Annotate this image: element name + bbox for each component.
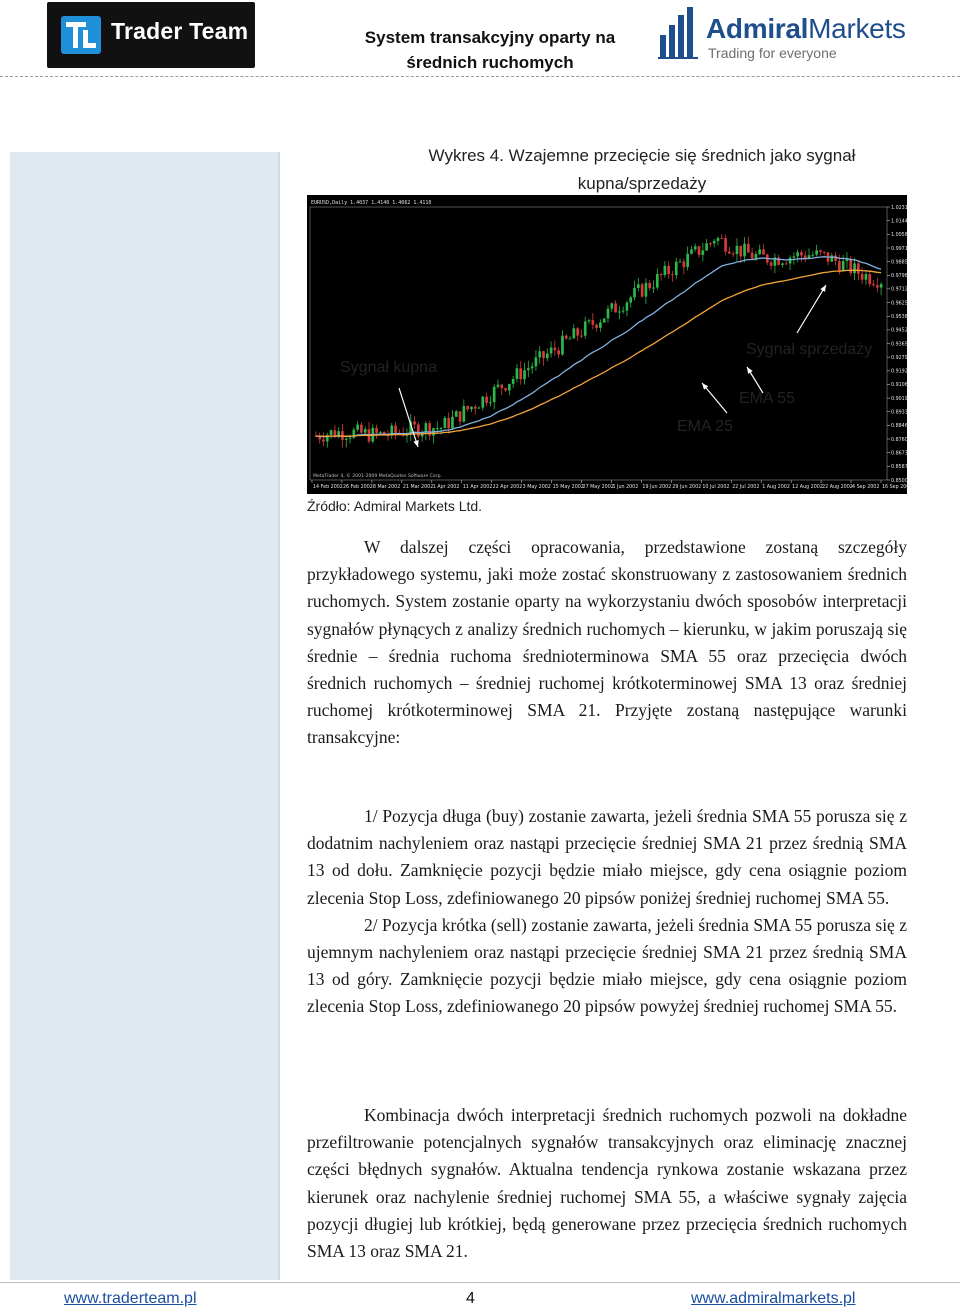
candle-body bbox=[622, 311, 625, 312]
candle-body bbox=[527, 368, 530, 370]
candle-body bbox=[470, 407, 473, 410]
candle-body bbox=[607, 309, 610, 319]
sell-signal-arrow bbox=[797, 285, 826, 333]
candle-body bbox=[865, 274, 868, 280]
admiralmarkets-link[interactable]: www.admiralmarkets.pl bbox=[691, 1290, 856, 1307]
candle-body bbox=[569, 338, 572, 339]
buy-signal-arrow bbox=[399, 388, 418, 447]
candle-body bbox=[637, 284, 640, 288]
intro-paragraph: W dalszej części opracowania, przedstawione zostaną szczegóły przykładowego systemu, jaki może zostać skonstruowany z zastosowaniem średnich ruchomych. System zostanie oparty na wykorzystaniu dwóch sposobów interpretacji sygnałów płynących z analizy średnich ruchomych – kierunku, w jakim poruszają się średnie – średnia ruchoma średnioterminowa SMA 55 oraz przecięcia dwóch średnich ruchomych – średniej ruchomej krótkoterminowej SMA 13 oraz średniej ruchomej krótkoterminowej SMA 21. Przyjęte zostaną następujące warunki transakcyjne: bbox=[307, 537, 907, 748]
ema25-label: EMA 25 bbox=[677, 418, 734, 435]
candle-body bbox=[504, 388, 507, 390]
x-tick-label: 15 May 2002 bbox=[552, 485, 584, 490]
candle-body bbox=[857, 263, 860, 273]
candle-body bbox=[394, 426, 397, 433]
y-tick-label: 0.8846 bbox=[891, 424, 908, 430]
candle-body bbox=[664, 266, 667, 275]
left-sidebar-panel bbox=[10, 152, 280, 1280]
x-tick-label: 27 May 2002 bbox=[582, 485, 614, 490]
candle-body bbox=[861, 274, 864, 280]
x-tick-label: 26 Feb 2002 bbox=[342, 485, 373, 490]
traderteam-link[interactable]: www.traderteam.pl bbox=[64, 1290, 197, 1307]
candle-body bbox=[667, 266, 670, 274]
candle-body bbox=[626, 303, 629, 311]
candle-body bbox=[512, 379, 515, 384]
candle-body bbox=[705, 243, 708, 250]
traderteam-logo-mark-icon bbox=[61, 16, 101, 54]
candle-body bbox=[842, 261, 845, 271]
candle-body bbox=[565, 336, 568, 339]
document-title-line2: średnich ruchomych bbox=[406, 53, 574, 72]
candle-body bbox=[523, 370, 526, 379]
candle-body bbox=[793, 256, 796, 257]
candle-body bbox=[535, 357, 538, 366]
page-footer bbox=[0, 1276, 960, 1314]
candle-body bbox=[811, 255, 814, 256]
candle-body bbox=[660, 274, 663, 275]
admiralmarkets-bars-icon bbox=[658, 5, 702, 61]
figure-source: Źródło: Admiral Markets Ltd. bbox=[307, 498, 483, 514]
rule-buy-paragraph: 1/ Pozycja długa (buy) zostanie zawarta, jeżeli średnia SMA 55 porusza się z dodatnim nachyleniem oraz nastąpi przecięcie średniej SMA 21 przez średnią SMA 13 od dołu. Zamknięcie pozycji będzie miało miejsce, gdy cena osiągnie poziom zlecenia Stop Loss, zdefiniowanego 20 pipsów poniżej średniej ruchomej SMA 55. bbox=[307, 806, 907, 908]
header-divider bbox=[0, 76, 960, 77]
candle-body bbox=[690, 249, 693, 254]
candle-body bbox=[584, 321, 587, 335]
candle-body bbox=[322, 439, 325, 441]
candle-body bbox=[519, 368, 522, 379]
candle-body bbox=[800, 252, 803, 255]
candle-body bbox=[614, 303, 617, 312]
candle-body bbox=[603, 318, 606, 322]
rules-section bbox=[307, 803, 907, 1021]
candle-body bbox=[739, 246, 742, 257]
candle-body bbox=[648, 283, 651, 288]
x-tick-label: 4 Sep 2002 bbox=[852, 485, 880, 490]
y-tick-label: 1.0231 bbox=[891, 205, 908, 211]
candle-body bbox=[629, 297, 632, 302]
x-tick-label: 3 May 2002 bbox=[522, 485, 551, 490]
candle-body bbox=[436, 428, 439, 429]
candle-body bbox=[538, 351, 541, 357]
candle-body bbox=[785, 263, 788, 264]
candle-body bbox=[489, 402, 492, 403]
x-tick-label: 22 Jul 2002 bbox=[732, 485, 760, 490]
x-tick-label: 21 Mar 2002 bbox=[402, 485, 434, 490]
candle-body bbox=[360, 425, 363, 433]
candle-body bbox=[743, 244, 746, 257]
y-tick-label: 0.8673 bbox=[891, 451, 908, 457]
candle-body bbox=[755, 254, 758, 258]
candle-body bbox=[610, 303, 613, 308]
x-tick-label: 1 Apr 2002 bbox=[432, 485, 460, 490]
x-tick-label: 8 Mar 2002 bbox=[372, 485, 401, 490]
candle-body bbox=[645, 283, 648, 297]
candle-body bbox=[698, 246, 701, 255]
candle-body bbox=[478, 408, 481, 409]
candle-body bbox=[641, 284, 644, 296]
y-tick-label: 0.9192 bbox=[891, 369, 908, 375]
candle-body bbox=[720, 238, 723, 239]
candle-body bbox=[561, 336, 564, 355]
admiralmarkets-logo-bold: Admiral bbox=[706, 13, 809, 44]
candle-body bbox=[683, 262, 686, 268]
candle-body bbox=[379, 432, 382, 433]
candle-body bbox=[675, 262, 678, 275]
candle-body bbox=[550, 348, 553, 354]
x-tick-label: 19 Jun 2002 bbox=[642, 485, 672, 490]
candle-body bbox=[679, 262, 682, 263]
candle-body bbox=[463, 406, 466, 422]
x-tick-label: 1 Jun 2002 bbox=[612, 485, 639, 490]
admiralmarkets-tagline: Trading for everyone bbox=[708, 45, 837, 61]
candle-body bbox=[868, 274, 871, 284]
candle-body bbox=[796, 252, 799, 256]
closing-section bbox=[307, 1102, 907, 1262]
candle-body bbox=[481, 397, 484, 408]
candle-body bbox=[876, 285, 879, 287]
x-tick-label: 29 Jun 2002 bbox=[672, 485, 702, 490]
y-tick-label: 1.0144 bbox=[891, 219, 908, 225]
document-title bbox=[330, 25, 650, 75]
candle-body bbox=[497, 385, 500, 387]
ema55-label: EMA 55 bbox=[739, 390, 796, 407]
candle-body bbox=[671, 274, 674, 275]
candle-body bbox=[508, 384, 511, 390]
candle-body bbox=[573, 328, 576, 338]
y-tick-label: 0.9452 bbox=[891, 328, 908, 334]
y-tick-label: 0.9365 bbox=[891, 342, 908, 348]
candle-body bbox=[633, 288, 636, 297]
candle-body bbox=[781, 263, 784, 264]
candle-body bbox=[542, 351, 545, 358]
candle-body bbox=[557, 350, 560, 354]
figure-caption bbox=[412, 142, 872, 198]
candle-body bbox=[546, 354, 549, 359]
y-tick-label: 0.9971 bbox=[891, 246, 908, 252]
x-tick-label: 12 Aug 2002 bbox=[792, 485, 823, 490]
y-tick-label: 0.8933 bbox=[891, 410, 908, 416]
candle-body bbox=[728, 252, 731, 254]
candle-body bbox=[732, 253, 735, 254]
y-tick-label: 0.8500 bbox=[891, 478, 908, 484]
candle-body bbox=[466, 406, 469, 409]
y-tick-label: 0.9019 bbox=[891, 396, 908, 402]
candle-body bbox=[459, 411, 462, 421]
candle-body bbox=[485, 397, 488, 403]
candle-body bbox=[762, 249, 765, 254]
y-tick-label: 0.9885 bbox=[891, 260, 908, 266]
admiralmarkets-logo-rest: Markets bbox=[808, 13, 906, 44]
document-title-line1: System transakcyjny oparty na bbox=[364, 28, 616, 47]
candle-body bbox=[364, 429, 367, 433]
candle-body bbox=[330, 430, 333, 435]
sell-signal-arrow-head bbox=[820, 285, 826, 292]
y-tick-label: 0.9712 bbox=[891, 287, 908, 293]
candle-body bbox=[709, 243, 712, 244]
sell-signal-label: Sygnał sprzedaży bbox=[746, 341, 873, 358]
candle-body bbox=[880, 284, 883, 288]
traderteam-logo bbox=[47, 2, 255, 68]
candle-body bbox=[736, 246, 739, 254]
x-tick-label: 14 Feb 2002 bbox=[313, 485, 343, 490]
candle-body bbox=[531, 366, 534, 368]
figure-caption-line2: kupna/sprzedaży bbox=[577, 174, 707, 193]
candle-body bbox=[413, 421, 416, 424]
candle-body bbox=[474, 407, 477, 409]
candle-body bbox=[724, 238, 727, 251]
candle-body bbox=[701, 250, 704, 254]
x-tick-label: 1 Aug 2002 bbox=[762, 485, 790, 490]
candle-body bbox=[500, 385, 503, 389]
candle-body bbox=[580, 336, 583, 337]
y-tick-label: 1.0058 bbox=[891, 233, 908, 239]
candle-body bbox=[770, 262, 773, 265]
y-tick-label: 0.9625 bbox=[891, 301, 908, 307]
admiralmarkets-logo bbox=[658, 5, 908, 65]
candle-body bbox=[595, 325, 598, 328]
candle-body bbox=[751, 253, 754, 259]
page-number: 4 bbox=[466, 1290, 475, 1307]
y-tick-label: 0.8587 bbox=[891, 465, 908, 471]
y-tick-label: 0.9538 bbox=[891, 315, 908, 321]
buy-signal-arrow-head bbox=[413, 440, 418, 447]
candle-body bbox=[591, 320, 594, 325]
candle-body bbox=[758, 249, 761, 254]
candle-body bbox=[455, 411, 458, 417]
candle-body bbox=[599, 322, 602, 327]
candle-body bbox=[345, 439, 348, 440]
candle-body bbox=[789, 258, 792, 264]
candle-body bbox=[356, 425, 359, 430]
candle-body bbox=[838, 261, 841, 271]
candle-body bbox=[819, 250, 822, 252]
candle-body bbox=[516, 368, 519, 379]
candle-body bbox=[618, 312, 621, 313]
candle-body bbox=[447, 418, 450, 428]
candle-body bbox=[444, 418, 447, 428]
rule-sell-paragraph: 2/ Pozycja krótka (sell) zostanie zawarta, jeżeli średnia SMA 55 porusza się z ujemnym nachyleniem oraz nastąpi przecięcie średniej SMA 21 przez średnią SMA 13 od góry. Zamknięcie pozycji będzie miało miejsce, gdy cena osiągnie poziom zlecenia Stop Loss, zdefiniowanego 20 pipsów powyżej średniej ruchomej SMA 55. bbox=[307, 914, 907, 1017]
candle-body bbox=[375, 428, 378, 433]
candle-body bbox=[747, 244, 750, 253]
intro-section bbox=[307, 534, 907, 752]
y-tick-label: 0.9279 bbox=[891, 355, 908, 361]
footer-divider bbox=[0, 1282, 960, 1283]
candle-body bbox=[717, 238, 720, 241]
candle-body bbox=[349, 438, 352, 439]
y-tick-label: 0.8760 bbox=[891, 437, 908, 443]
candle-body bbox=[853, 263, 856, 273]
x-tick-label: 22 Apr 2002 bbox=[492, 485, 523, 490]
candle-body bbox=[440, 428, 443, 429]
candle-body bbox=[493, 387, 496, 402]
traderteam-logo-text: Trader Team bbox=[111, 18, 249, 44]
y-tick-label: 0.9106 bbox=[891, 383, 908, 389]
candle-body bbox=[694, 246, 697, 249]
x-tick-label: 22 Aug 2002 bbox=[822, 485, 853, 490]
buy-signal-label: Sygnał kupna bbox=[340, 359, 437, 376]
x-tick-label: 16 Sep 2002 bbox=[882, 485, 913, 490]
candle-body bbox=[451, 417, 454, 428]
candle-body bbox=[417, 425, 420, 437]
candle-body bbox=[652, 288, 655, 289]
candle-body bbox=[815, 250, 818, 255]
page-header bbox=[0, 0, 960, 78]
ema55-arrow-head bbox=[747, 367, 753, 374]
candle-body bbox=[588, 320, 591, 321]
closing-paragraph: Kombinacja dwóch interpretacji średnich ruchomych pozwoli na dokładne przefiltrowanie potencjalnych sygnałów transakcyjnych oraz eliminację znacznej części błędnych sygnałów. Aktualna tendencja rynkowa zostanie wskazana przez kierunek oraz nachylenie średniej ruchomej SMA 55, a właściwe sygnały zajęcia pozycji długiej lub krótkiej, będą generowane przez przecięcia średnich ruchomych SMA 13 oraz SMA 21. bbox=[307, 1105, 907, 1262]
candle-body bbox=[713, 241, 716, 243]
figure-caption-line1: Wykres 4. Wzajemne przecięcie się średnich jako sygnał bbox=[428, 146, 856, 165]
admiralmarkets-logo-text bbox=[706, 13, 906, 45]
chart-watermark: MetaTrader 4, © 2001-2009 MetaQuotes Software Corp. bbox=[313, 474, 442, 479]
y-tick-label: 0.9798 bbox=[891, 274, 908, 280]
x-tick-label: 10 Jul 2002 bbox=[702, 485, 730, 490]
candle-body bbox=[554, 348, 557, 351]
chart-symbol-header: EURUSD,Daily 1.4037 1.4140 1.4062 1.4110 bbox=[311, 200, 432, 206]
candle-body bbox=[823, 252, 826, 253]
x-tick-label: 11 Apr 2002 bbox=[462, 485, 493, 490]
candle-body bbox=[576, 328, 579, 335]
candle-body bbox=[656, 274, 659, 288]
candle-body bbox=[686, 254, 689, 267]
candle-body bbox=[872, 284, 875, 285]
